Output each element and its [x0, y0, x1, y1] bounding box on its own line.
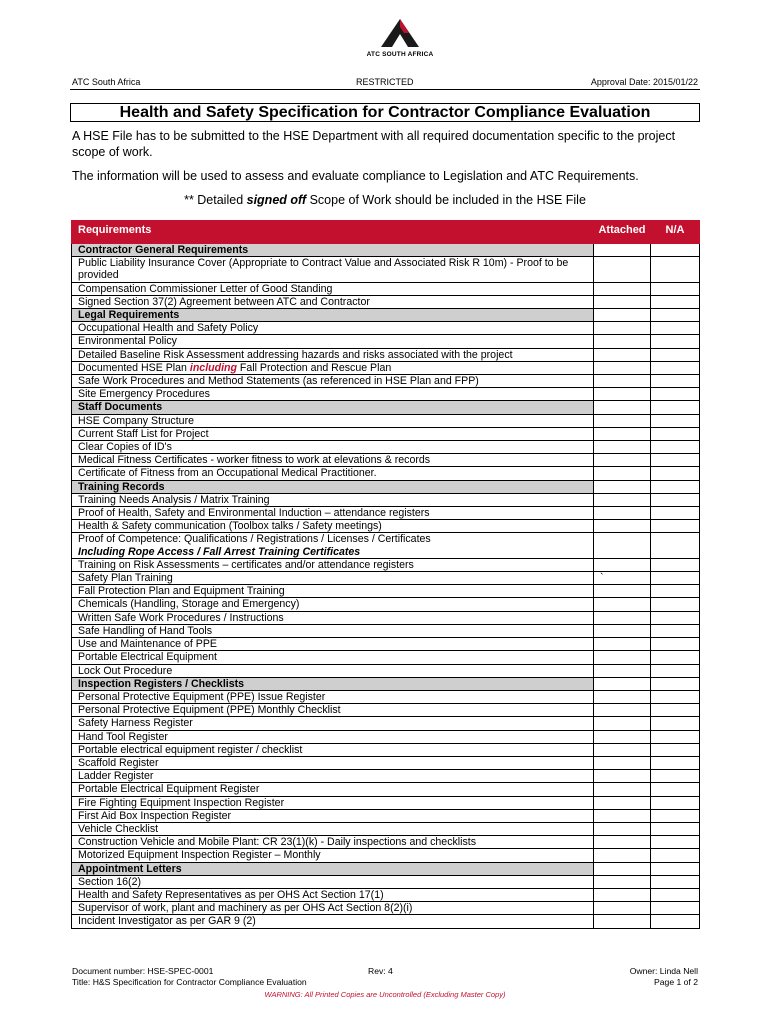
table-row: [72, 295, 700, 308]
requirement-emphasis: including: [189, 361, 237, 374]
requirement-text: Portable electrical equipment register / checklist: [72, 743, 594, 756]
attached-checkbox-cell[interactable]: [594, 862, 651, 875]
na-checkbox-cell[interactable]: [651, 849, 700, 862]
document-title: Health and Safety Specification for Contractor Compliance Evaluation: [70, 103, 700, 122]
requirement-text: Compensation Commissioner Letter of Good Standing: [72, 282, 594, 295]
requirement-text: [72, 361, 594, 374]
attached-checkbox-cell[interactable]: [594, 756, 651, 769]
table-row: [72, 533, 700, 558]
table-row: [72, 717, 700, 730]
attached-checkbox-cell[interactable]: [594, 611, 651, 624]
na-checkbox-cell[interactable]: [651, 322, 700, 335]
footer-rev: Rev: 4: [368, 966, 393, 976]
header-attached: Attached: [594, 221, 651, 244]
table-row: [72, 322, 700, 335]
attached-checkbox-cell[interactable]: [594, 507, 651, 520]
requirement-text: Written Safe Work Procedures / Instructions: [72, 611, 594, 624]
requirement-subtext: Including Rope Access / Fall Arrest Training Certificates: [78, 545, 361, 558]
table-row: [72, 783, 700, 796]
requirement-text: Training Needs Analysis / Matrix Training: [72, 493, 594, 506]
attached-checkbox-cell[interactable]: [594, 783, 651, 796]
table-row: [72, 572, 700, 585]
intro-paragraph-1: A HSE File has to be submitted to the HSE Department with all required documentation specific to the project scope of work.: [72, 129, 676, 159]
table-row: [72, 427, 700, 440]
table-row: [72, 743, 700, 756]
requirement-text: Medical Fitness Certificates - worker fitness to work at elevations & records: [72, 454, 594, 467]
requirement-text: Safety Plan Training: [72, 572, 594, 585]
attached-checkbox-cell[interactable]: [594, 401, 651, 414]
attached-checkbox-cell[interactable]: [594, 743, 651, 756]
na-checkbox-cell[interactable]: [651, 624, 700, 637]
intro-paragraph-2: The information will be used to assess and evaluate compliance to Legislation and ATC Requirements.: [72, 169, 639, 183]
table-row: [72, 361, 700, 374]
na-checkbox-cell[interactable]: [651, 651, 700, 664]
na-checkbox-cell[interactable]: [651, 796, 700, 809]
attached-checkbox-cell[interactable]: [594, 651, 651, 664]
table-row: [72, 704, 700, 717]
attached-checkbox-cell[interactable]: [594, 849, 651, 862]
table-row: [72, 335, 700, 348]
table-row: [72, 875, 700, 888]
requirement-text: Supervisor of work, plant and machinery as per OHS Act Section 8(2)(i): [72, 902, 594, 915]
table-row: [72, 796, 700, 809]
requirement-text: [72, 533, 594, 558]
requirement-text: First Aid Box Inspection Register: [72, 809, 594, 822]
attached-checkbox-cell[interactable]: [594, 717, 651, 730]
scope-note: [0, 193, 770, 207]
na-checkbox-cell[interactable]: [651, 375, 700, 388]
table-row: [72, 454, 700, 467]
table-row: [72, 756, 700, 769]
table-row: [72, 257, 700, 282]
na-checkbox-cell[interactable]: [651, 875, 700, 888]
table-row: [72, 598, 700, 611]
requirement-text: Clear Copies of ID's: [72, 441, 594, 454]
na-checkbox-cell[interactable]: [651, 348, 700, 361]
na-checkbox-cell[interactable]: [651, 809, 700, 822]
requirement-text: Construction Vehicle and Mobile Plant: CR 23(1)(k) - Daily inspections and checklists: [72, 836, 594, 849]
requirement-text: Health & Safety communication (Toolbox talks / Safety meetings): [72, 520, 594, 533]
requirement-text: Vehicle Checklist: [72, 822, 594, 835]
attached-checkbox-cell[interactable]: [594, 309, 651, 322]
attached-checkbox-cell[interactable]: [594, 690, 651, 703]
attached-checkbox-cell[interactable]: [594, 335, 651, 348]
attached-checkbox-cell[interactable]: [594, 441, 651, 454]
table-row: [72, 770, 700, 783]
section-heading: Appointment Letters: [72, 862, 594, 875]
table-header-row: [72, 221, 700, 244]
attached-checkbox-cell[interactable]: [594, 664, 651, 677]
requirement-text-part: Fall Protection and Rescue Plan: [236, 361, 392, 374]
header-requirements: Requirements: [72, 221, 594, 244]
na-checkbox-cell[interactable]: [651, 441, 700, 454]
footer-doc-number: Document number: HSE-SPEC-0001: [72, 966, 214, 976]
na-checkbox-cell[interactable]: [651, 585, 700, 598]
requirement-text-part: Documented HSE Plan: [78, 361, 190, 374]
attached-checkbox-cell[interactable]: [594, 836, 651, 849]
na-checkbox-cell[interactable]: [651, 770, 700, 783]
attached-mark: `: [600, 572, 604, 585]
na-checkbox-cell[interactable]: [651, 677, 700, 690]
na-checkbox-cell[interactable]: [651, 467, 700, 480]
requirement-text: Incident Investigator as per GAR 9 (2): [72, 915, 594, 928]
attached-checkbox-cell[interactable]: [594, 493, 651, 506]
na-checkbox-cell[interactable]: [651, 915, 700, 928]
table-row: [72, 375, 700, 388]
footer-warning: WARNING: All Printed Copies are Uncontrolled (Excluding Master Copy): [264, 990, 506, 999]
requirement-text: Personal Protective Equipment (PPE) Issue Register: [72, 690, 594, 703]
table-row: [72, 282, 700, 295]
note-post: Scope of Work should be included in the HSE File: [306, 193, 586, 207]
na-checkbox-cell[interactable]: [651, 295, 700, 308]
attached-checkbox-cell[interactable]: [594, 902, 651, 915]
note-emphasis: signed off: [246, 193, 307, 207]
section-row: [72, 244, 700, 257]
attached-checkbox-cell[interactable]: [594, 295, 651, 308]
na-checkbox-cell[interactable]: [651, 257, 700, 282]
na-checkbox-cell[interactable]: [651, 480, 700, 493]
header-na: N/A: [651, 221, 700, 244]
na-checkbox-cell[interactable]: [651, 414, 700, 427]
table-row: [72, 836, 700, 849]
requirements-table: [71, 220, 700, 929]
requirement-text: Training on Risk Assessments – certificates and/or attendance registers: [72, 558, 594, 571]
table-row: [72, 558, 700, 571]
na-checkbox-cell[interactable]: [651, 401, 700, 414]
table-row: [72, 822, 700, 835]
na-checkbox-cell[interactable]: [651, 836, 700, 849]
requirement-text: Fall Protection Plan and Equipment Training: [72, 585, 594, 598]
attached-checkbox-cell[interactable]: [594, 888, 651, 901]
table-row: [72, 441, 700, 454]
na-checkbox-cell[interactable]: [651, 783, 700, 796]
attached-checkbox-cell[interactable]: [594, 730, 651, 743]
attached-checkbox-cell[interactable]: [594, 624, 651, 637]
section-heading: Legal Requirements: [72, 309, 594, 322]
requirement-text: HSE Company Structure: [72, 414, 594, 427]
header-classification: RESTRICTED: [356, 77, 414, 87]
requirement-text-part: Proof of Competence: Qualifications / Registrations / Licenses / Certificates: [78, 533, 431, 546]
attached-checkbox-cell[interactable]: [594, 533, 651, 558]
table-row: [72, 638, 700, 651]
attached-checkbox-cell[interactable]: [594, 704, 651, 717]
requirement-text: Signed Section 37(2) Agreement between ATC and Contractor: [72, 295, 594, 308]
requirements-body: [72, 244, 700, 929]
section-heading: Contractor General Requirements: [72, 244, 594, 257]
section-row: [72, 480, 700, 493]
attached-checkbox-cell[interactable]: [594, 348, 651, 361]
requirement-text: Scaffold Register: [72, 756, 594, 769]
requirement-text: Proof of Health, Safety and Environmental Induction – attendance registers: [72, 507, 594, 520]
footer-doc-title: Title: H&S Specification for Contractor Compliance Evaluation: [72, 977, 307, 987]
table-row: [72, 690, 700, 703]
footer-owner: Owner: Linda Nell: [629, 966, 698, 976]
attached-checkbox-cell[interactable]: [594, 375, 651, 388]
na-checkbox-cell[interactable]: [651, 427, 700, 440]
na-checkbox-cell[interactable]: [651, 244, 700, 257]
table-row: [72, 520, 700, 533]
na-checkbox-cell[interactable]: [651, 493, 700, 506]
na-checkbox-cell[interactable]: [651, 730, 700, 743]
na-checkbox-cell[interactable]: [651, 335, 700, 348]
attached-checkbox-cell[interactable]: [594, 244, 651, 257]
requirement-text: Chemicals (Handling, Storage and Emergency): [72, 598, 594, 611]
requirement-text: Hand Tool Register: [72, 730, 594, 743]
na-checkbox-cell[interactable]: [651, 690, 700, 703]
requirement-text: Lock Out Procedure: [72, 664, 594, 677]
requirement-text: Ladder Register: [72, 770, 594, 783]
requirement-text: Portable Electrical Equipment: [72, 651, 594, 664]
table-row: [72, 467, 700, 480]
header-approval-date: Approval Date: 2015/01/22: [590, 77, 698, 87]
section-row: [72, 401, 700, 414]
table-row: [72, 809, 700, 822]
table-row: [72, 849, 700, 862]
attached-checkbox-cell[interactable]: [594, 257, 651, 282]
na-checkbox-cell[interactable]: [651, 888, 700, 901]
table-row: [72, 348, 700, 361]
na-checkbox-cell[interactable]: [651, 638, 700, 651]
requirement-text: Motorized Equipment Inspection Register – Monthly: [72, 849, 594, 862]
footer-left: [72, 966, 307, 988]
attached-checkbox-cell[interactable]: [594, 480, 651, 493]
attached-checkbox-cell[interactable]: [594, 572, 651, 585]
attached-checkbox-cell[interactable]: [594, 282, 651, 295]
requirement-text: Occupational Health and Safety Policy: [72, 322, 594, 335]
atc-logo-icon: [380, 18, 420, 48]
na-checkbox-cell[interactable]: [651, 388, 700, 401]
requirement-text: Current Staff List for Project: [72, 427, 594, 440]
na-checkbox-cell[interactable]: [651, 361, 700, 374]
attached-checkbox-cell[interactable]: [594, 822, 651, 835]
table-row: [72, 902, 700, 915]
section-heading: Training Records: [72, 480, 594, 493]
table-row: [72, 388, 700, 401]
table-row: [72, 585, 700, 598]
attached-checkbox-cell[interactable]: [594, 598, 651, 611]
section-heading: Staff Documents: [72, 401, 594, 414]
section-row: [72, 862, 700, 875]
footer-page: Page 1 of 2: [654, 977, 698, 987]
na-checkbox-cell[interactable]: [651, 822, 700, 835]
table-row: [72, 915, 700, 928]
attached-checkbox-cell[interactable]: [594, 467, 651, 480]
requirement-text: Health and Safety Representatives as per OHS Act Section 17(1): [72, 888, 594, 901]
attached-checkbox-cell[interactable]: [594, 322, 651, 335]
table-row: [72, 624, 700, 637]
attached-checkbox-cell[interactable]: [594, 454, 651, 467]
na-checkbox-cell[interactable]: [651, 704, 700, 717]
attached-checkbox-cell[interactable]: [594, 809, 651, 822]
section-row: [72, 309, 700, 322]
requirement-text: Portable Electrical Equipment Register: [72, 783, 594, 796]
table-row: [72, 414, 700, 427]
na-checkbox-cell[interactable]: [651, 507, 700, 520]
requirement-text: Site Emergency Procedures: [72, 388, 594, 401]
note-pre: ** Detailed: [184, 193, 247, 207]
table-row: [72, 888, 700, 901]
na-checkbox-cell[interactable]: [651, 309, 700, 322]
na-checkbox-cell[interactable]: [651, 520, 700, 533]
attached-checkbox-cell[interactable]: [594, 414, 651, 427]
requirement-text: Certificate of Fitness from an Occupational Medical Practitioner.: [72, 467, 594, 480]
na-checkbox-cell[interactable]: [651, 717, 700, 730]
requirement-text: Safe Handling of Hand Tools: [72, 624, 594, 637]
table-row: [72, 611, 700, 624]
na-checkbox-cell[interactable]: [651, 664, 700, 677]
attached-checkbox-cell[interactable]: [594, 875, 651, 888]
attached-checkbox-cell[interactable]: [594, 770, 651, 783]
na-checkbox-cell[interactable]: [651, 862, 700, 875]
section-row: [72, 677, 700, 690]
table-row: [72, 651, 700, 664]
na-checkbox-cell[interactable]: [651, 533, 700, 558]
requirement-text: Safety Harness Register: [72, 717, 594, 730]
table-row: [72, 493, 700, 506]
attached-checkbox-cell[interactable]: [594, 427, 651, 440]
attached-checkbox-cell[interactable]: [594, 585, 651, 598]
requirement-text: Detailed Baseline Risk Assessment addressing hazards and risks associated with the project: [72, 348, 594, 361]
attached-checkbox-cell[interactable]: [594, 677, 651, 690]
atc-logo: [365, 18, 435, 62]
logo-brand-text: ATC SOUTH AFRICA: [366, 51, 434, 58]
attached-checkbox-cell[interactable]: [594, 915, 651, 928]
requirement-text: Personal Protective Equipment (PPE) Monthly Checklist: [72, 704, 594, 717]
na-checkbox-cell[interactable]: [651, 282, 700, 295]
table-row: [72, 507, 700, 520]
attached-checkbox-cell[interactable]: [594, 388, 651, 401]
na-checkbox-cell[interactable]: [651, 756, 700, 769]
requirement-text: Safe Work Procedures and Method Statements (as referenced in HSE Plan and FPP): [72, 375, 594, 388]
attached-checkbox-cell[interactable]: [594, 638, 651, 651]
table-row: [72, 730, 700, 743]
na-checkbox-cell[interactable]: [651, 454, 700, 467]
na-checkbox-cell[interactable]: [651, 743, 700, 756]
attached-checkbox-cell[interactable]: [594, 361, 651, 374]
requirement-text: Section 16(2): [72, 875, 594, 888]
requirement-text: Environmental Policy: [72, 335, 594, 348]
attached-checkbox-cell[interactable]: [594, 796, 651, 809]
footer-right: [630, 966, 698, 988]
na-checkbox-cell[interactable]: [651, 902, 700, 915]
table-row: [72, 664, 700, 677]
na-checkbox-cell[interactable]: [651, 558, 700, 571]
requirement-text: Use and Maintenance of PPE: [72, 638, 594, 651]
requirement-text: Fire Fighting Equipment Inspection Register: [72, 796, 594, 809]
na-checkbox-cell[interactable]: [651, 611, 700, 624]
section-heading: Inspection Registers / Checklists: [72, 677, 594, 690]
na-checkbox-cell[interactable]: [651, 572, 700, 585]
na-checkbox-cell[interactable]: [651, 598, 700, 611]
requirement-text: Public Liability Insurance Cover (Appropriate to Contract Value and Associated Risk R 10m) - Proof to be provided: [72, 257, 594, 282]
header-company: ATC South Africa: [72, 77, 141, 87]
header-divider: [70, 89, 700, 90]
attached-checkbox-cell[interactable]: [594, 520, 651, 533]
attached-checkbox-cell[interactable]: [594, 558, 651, 571]
